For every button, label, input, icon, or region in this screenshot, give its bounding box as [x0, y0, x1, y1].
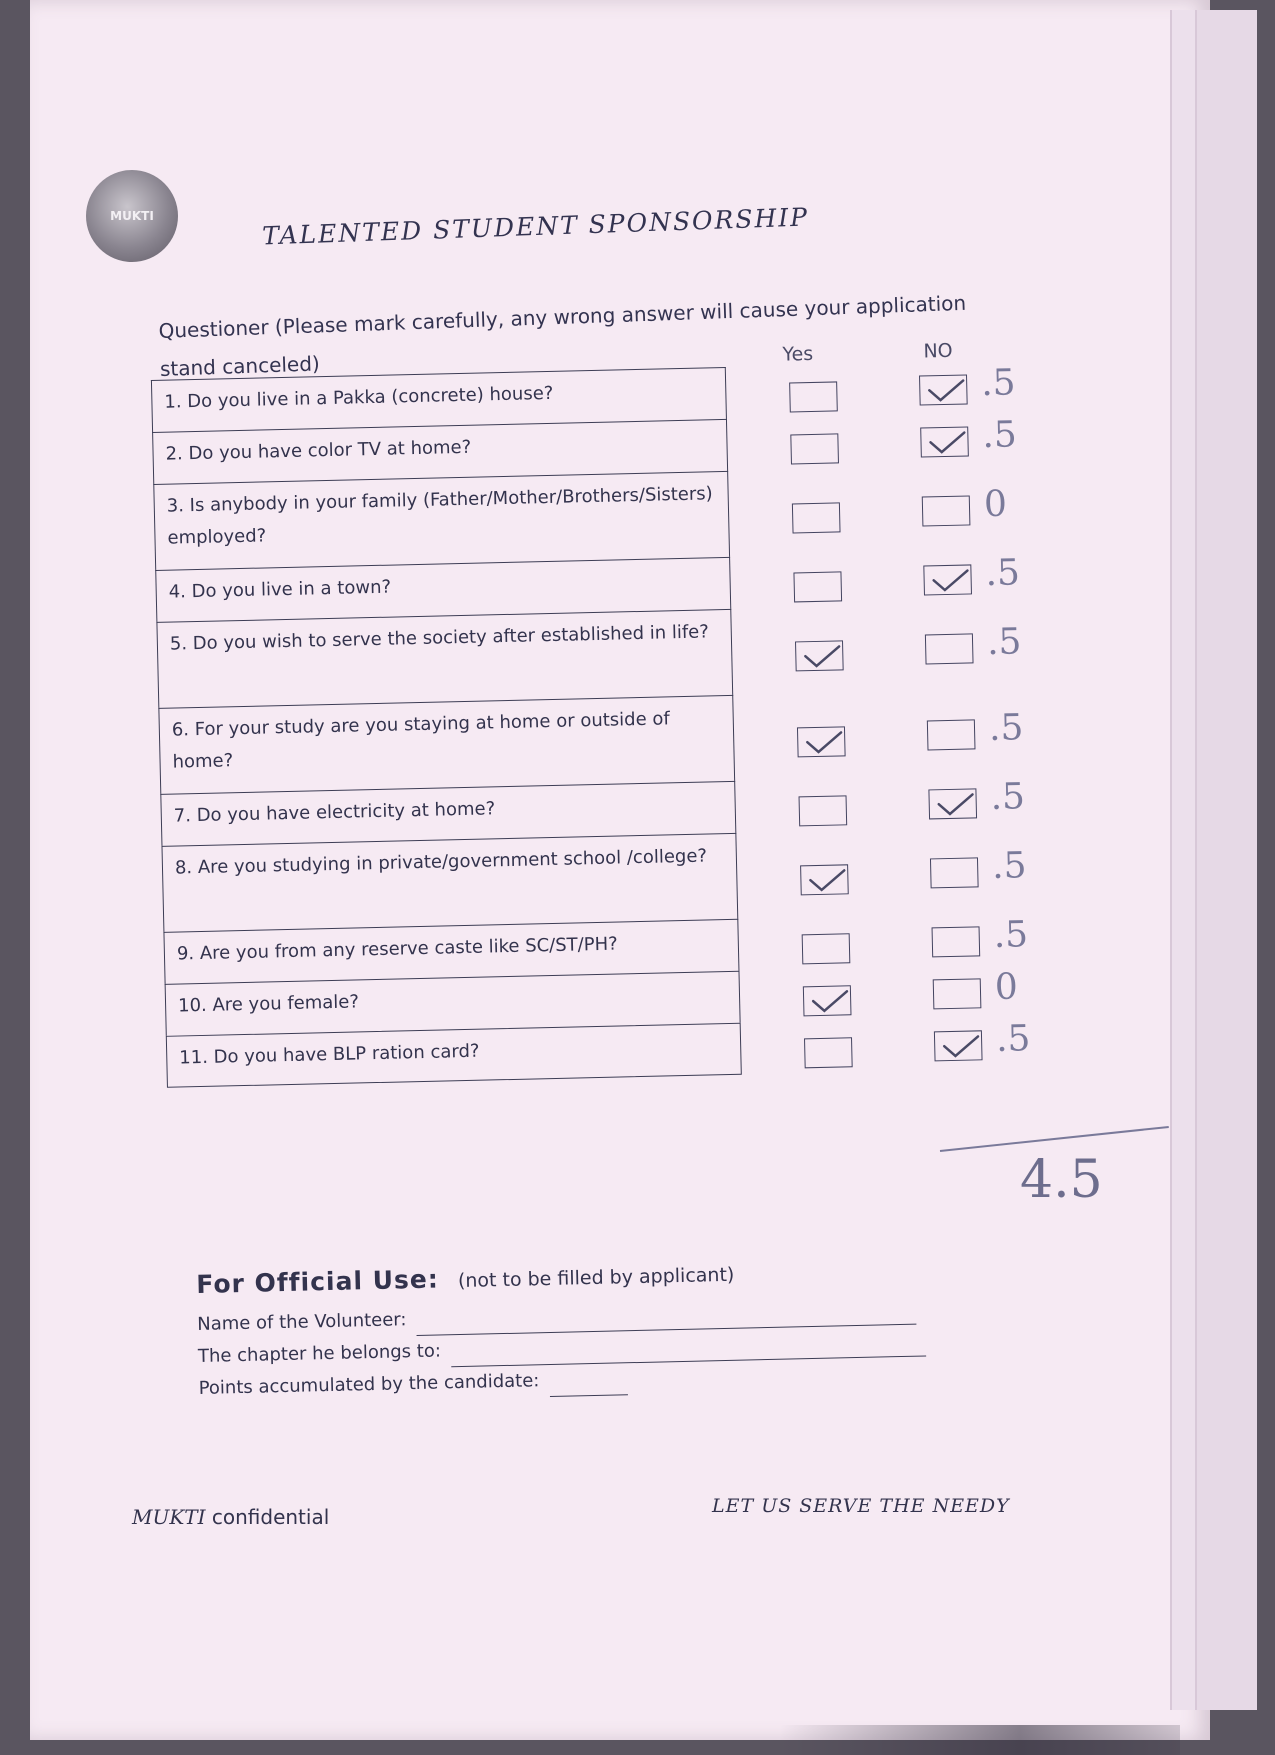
question-row: 8. Are you studying in private/government school /college?: [161, 833, 738, 932]
no-checkbox[interactable]: [920, 426, 969, 457]
check-mark-icon: [807, 867, 848, 894]
check-mark-icon: [810, 988, 851, 1015]
yes-checkbox[interactable]: [795, 640, 844, 671]
no-checkbox[interactable]: [933, 978, 982, 1009]
yes-checkbox[interactable]: [789, 381, 838, 412]
chapter-label: The chapter he belongs to:: [197, 1340, 442, 1367]
question-row: 7. Do you have electricity at home?: [160, 781, 736, 846]
handwritten-score: 0: [983, 483, 1008, 526]
question-row: 2. Do you have color TV at home?: [152, 419, 728, 484]
mukti-logo-seal: [86, 170, 178, 262]
check-mark-icon: [927, 429, 968, 456]
no-column-header: NO: [923, 339, 953, 363]
check-mark-icon: [935, 791, 976, 818]
official-use-heading: For Official Use:: [196, 1264, 440, 1299]
handwritten-score: .5: [985, 552, 1021, 595]
no-checkbox[interactable]: [923, 564, 972, 595]
check-mark-icon: [802, 643, 843, 670]
logo-text: MUKTI: [110, 209, 154, 223]
question-row: 6. For your study are you staying at home or outside of home?: [158, 695, 735, 794]
handwritten-score: .5: [988, 707, 1024, 750]
yes-checkbox[interactable]: [803, 985, 852, 1016]
check-mark-icon: [941, 1033, 982, 1060]
check-mark-icon: [930, 567, 971, 594]
no-checkbox[interactable]: [919, 374, 968, 405]
no-checkbox[interactable]: [934, 1030, 983, 1061]
no-checkbox[interactable]: [932, 926, 981, 957]
scan-smudge: [780, 1725, 1180, 1755]
question-row: 1. Do you live in a Pakka (concrete) house?: [151, 367, 727, 432]
yes-checkbox[interactable]: [802, 933, 851, 964]
paper-edge: [1195, 10, 1257, 1710]
handwritten-score: .5: [980, 362, 1017, 405]
yes-checkbox[interactable]: [797, 726, 846, 757]
question-row: 5. Do you wish to serve the society after established in life?: [156, 609, 733, 708]
question-row: 3. Is anybody in your family (Father/Mother/Brothers/Sisters) employed?: [153, 471, 730, 570]
yes-checkbox[interactable]: [790, 433, 839, 464]
no-checkbox[interactable]: [922, 495, 971, 526]
yes-checkbox[interactable]: [799, 795, 848, 826]
no-checkbox[interactable]: [925, 633, 974, 664]
footer-confidential-text: confidential: [211, 1505, 330, 1529]
yes-checkbox[interactable]: [792, 502, 841, 533]
no-checkbox[interactable]: [927, 719, 976, 750]
yes-column-header: Yes: [782, 342, 814, 366]
handwritten-score: 0: [994, 966, 1019, 1008]
yes-checkbox[interactable]: [804, 1037, 853, 1068]
handwritten-score: .5: [991, 845, 1027, 888]
check-mark-icon: [926, 377, 967, 404]
no-checkbox[interactable]: [930, 857, 979, 888]
volunteer-label: Name of the Volunteer:: [196, 1309, 407, 1335]
handwritten-score: .5: [993, 914, 1029, 957]
question-row: 9. Are you from any reserve caste like SC/ST/PH?: [163, 919, 739, 984]
handwritten-score: .5: [990, 776, 1026, 819]
official-use-section: [196, 1250, 1059, 1404]
question-row: 10. Are you female?: [165, 971, 741, 1036]
footer-brand: MUKTI: [132, 1505, 206, 1529]
instructions-text: Questioner (Please mark carefully, any wrong answer will cause your application stand canceled): [158, 290, 967, 381]
handwritten-score: .5: [986, 621, 1022, 664]
no-checkbox[interactable]: [928, 788, 977, 819]
question-row: 4. Do you live in a town?: [155, 557, 731, 622]
form-title: TALENTED STUDENT SPONSORSHIP: [261, 202, 810, 251]
total-score: 4.5: [1020, 1150, 1103, 1210]
points-label: Points accumulated by the candidate:: [198, 1370, 540, 1399]
question-row: 11. Do you have BLP ration card?: [166, 1023, 742, 1088]
footer-motto: LET US SERVE THE NEEDY: [712, 1495, 1010, 1517]
handwritten-score: .5: [995, 1018, 1031, 1060]
check-mark-icon: [804, 729, 845, 756]
handwritten-score: .5: [981, 414, 1018, 457]
yes-checkbox[interactable]: [800, 864, 849, 895]
footer-confidential: [132, 1505, 329, 1529]
points-line[interactable]: [549, 1372, 628, 1397]
official-use-note: (not to be filled by applicant): [457, 1263, 735, 1293]
yes-checkbox[interactable]: [793, 571, 842, 602]
